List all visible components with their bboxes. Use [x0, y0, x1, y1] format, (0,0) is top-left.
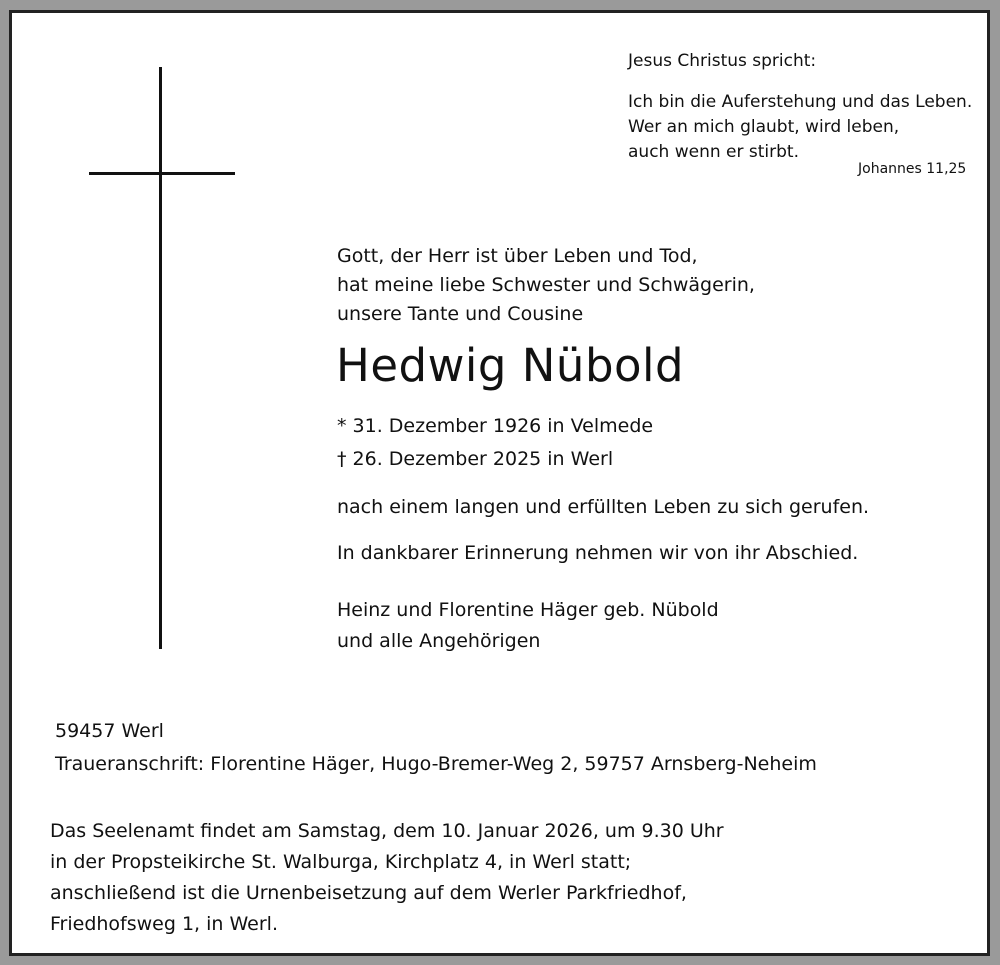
- life-dates: [337, 410, 653, 476]
- intro-line: hat meine liebe Schwester und Schwägerin,: [337, 274, 755, 296]
- verse-line: Ich bin die Auferstehung und das Leben.: [628, 92, 973, 112]
- verse-line: auch wenn er stirbt.: [628, 142, 799, 162]
- service-line: Friedhofsweg 1, in Werl.: [50, 913, 278, 935]
- signers: [337, 595, 719, 657]
- farewell-phrase: In dankbarer Erinnerung nehmen wir von ihr Abschied.: [337, 542, 859, 564]
- announcement-intro: [337, 242, 755, 329]
- verse-line: Wer an mich glaubt, wird leben,: [628, 117, 900, 137]
- service-line: Das Seelenamt findet am Samstag, dem 10. Januar 2026, um 9.30 Uhr: [50, 820, 724, 842]
- called-home-phrase: nach einem langen und erfüllten Leben zu sich gerufen.: [337, 496, 870, 518]
- cross-icon-vertical: [159, 67, 162, 649]
- signer-line: Heinz und Florentine Häger geb. Nübold: [337, 599, 719, 621]
- postal-location: 59457 Werl: [55, 720, 164, 742]
- service-line: anschließend ist die Urnenbeisetzung auf dem Werler Parkfriedhof,: [50, 882, 687, 904]
- death-date: † 26. Dezember 2025 in Werl: [337, 448, 614, 470]
- mourning-address: Traueranschrift: Florentine Häger, Hugo-Bremer-Weg 2, 59757 Arnsberg-Neheim: [55, 753, 817, 775]
- intro-line: Gott, der Herr ist über Leben und Tod,: [337, 245, 698, 267]
- deceased-name: Hedwig Nübold: [336, 339, 685, 392]
- verse-reference: Johannes 11,25: [858, 161, 967, 177]
- obituary-card: [9, 10, 990, 956]
- cross-icon-horizontal: [89, 172, 235, 175]
- birth-date: * 31. Dezember 1926 in Velmede: [337, 415, 654, 437]
- verse-intro: Jesus Christus spricht:: [628, 51, 817, 71]
- intro-line: unsere Tante und Cousine: [337, 303, 584, 325]
- service-line: in der Propsteikirche St. Walburga, Kirchplatz 4, in Werl statt;: [50, 851, 632, 873]
- signer-line: und alle Angehörigen: [337, 630, 541, 652]
- verse-text: [628, 90, 972, 165]
- service-details: [50, 816, 724, 940]
